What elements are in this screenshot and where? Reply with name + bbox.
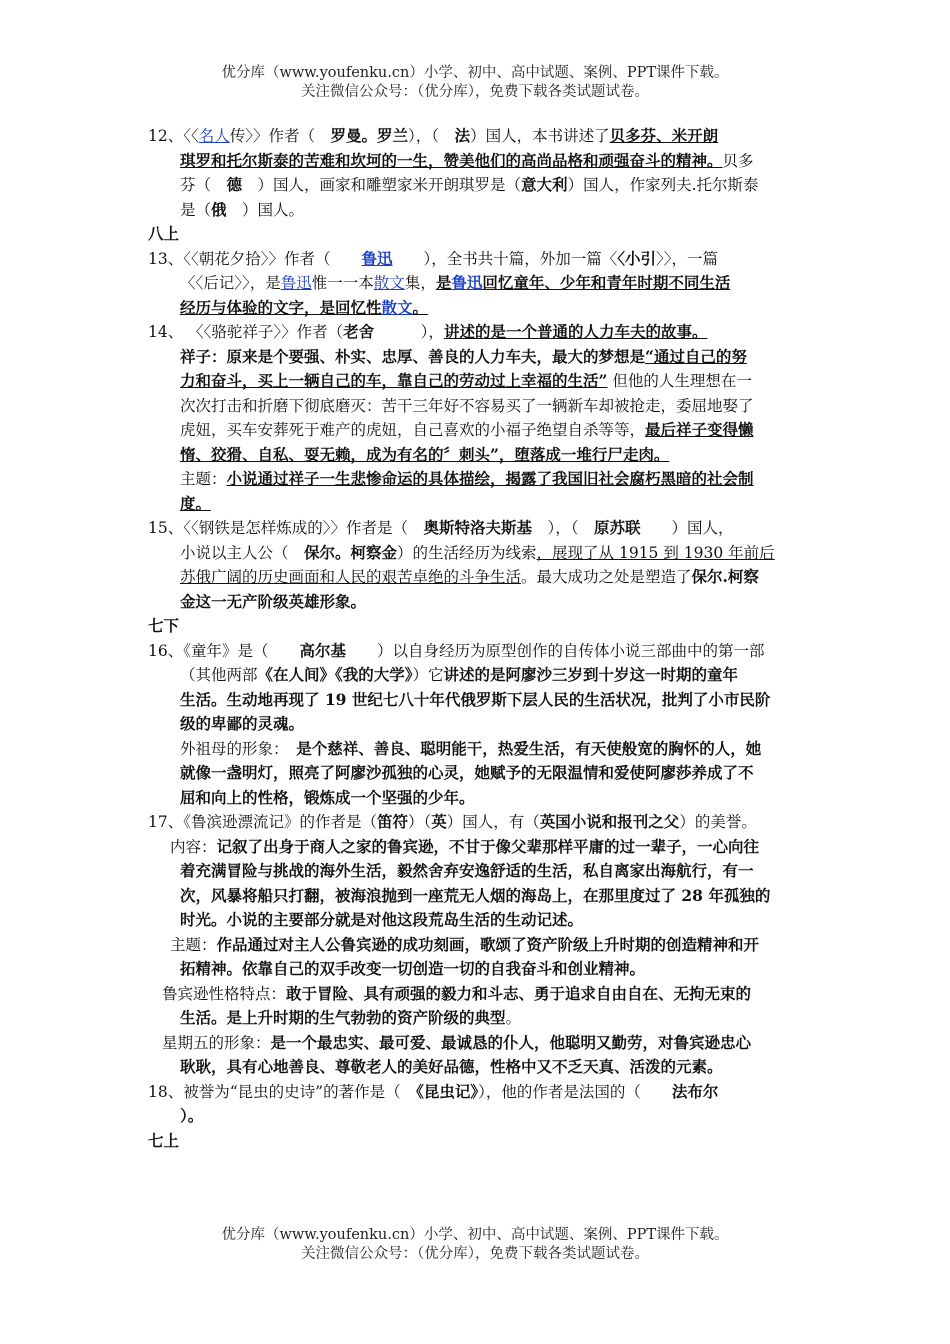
answer: 意大利: [521, 175, 568, 194]
link-lu-xun[interactable]: 鲁迅: [280, 274, 312, 292]
link-lu-xun[interactable]: 鲁迅: [361, 248, 393, 268]
question-18: [148, 1080, 816, 1129]
answer: 是: [435, 273, 452, 292]
answer: 惰、狡猾、自私、耍无赖，成为有名的〞刺头”，堕落成一堆行尸走肉。: [180, 444, 670, 464]
answer: 俄: [211, 199, 227, 219]
page-footer: [0, 1226, 950, 1264]
text: 16、《童年》是（: [148, 641, 300, 660]
answer: 讲述的是一个普通的人力车夫的故事。: [443, 322, 708, 341]
answer: 英国小说和报刊之父: [539, 812, 680, 831]
answer: 次，风暴将船只打翻，被海浪抛到一座荒无人烟的海岛上，在那里度过了 28 年孤独的: [180, 885, 771, 905]
text: ）国人。: [226, 200, 305, 219]
answer: 贝多芬、米开朗: [609, 126, 719, 145]
answer: 屈和向上的性格，锻炼成一个坚强的少年。: [180, 787, 475, 807]
answer: 作品通过对主人公鲁宾逊的成功刻画，歌颂了资产阶级上升时期的创造精神和开: [216, 934, 760, 954]
text: 13、〈〈朝花夕拾〉〉作者（: [148, 249, 362, 268]
answer: 罗曼。罗兰: [330, 126, 409, 145]
answer: 回忆童年、少年和青年时期不同生活: [482, 273, 731, 292]
text: ）以自身经历为原型创作的自传体小说三部曲中的第一部: [346, 641, 765, 660]
answer: 笛符: [376, 812, 408, 831]
text: ）国人，有（: [446, 813, 540, 831]
text: ）（: [408, 813, 432, 831]
answer: 原苏联: [594, 518, 641, 537]
text: 18、被誉为“昆虫的史诗”的著作是（: [148, 1082, 417, 1101]
answer: 讲述的是阿廖沙三岁到十岁这一时期的童年: [443, 665, 739, 684]
answer: 苏俄广阔的历史画面和人民的艰苦卓绝的斗争生活: [180, 568, 522, 586]
answer: 高尔基: [299, 640, 346, 660]
text: ）它: [412, 666, 444, 684]
answer: 德: [226, 175, 243, 194]
answer: 力和奋斗，买上一辆自己的车，靠自己的劳动过上幸福的生活”: [180, 371, 608, 390]
text: 〈〈后记〉〉，是: [180, 274, 281, 292]
text: 鲁宾逊性格特点：: [162, 984, 287, 1003]
text: 惟一一本: [311, 274, 374, 292]
answer: 记叙了出身于商人之家的鲁宾逊，不甘于像父辈那样平庸的过一辈子，一心向往: [216, 836, 760, 856]
answer: 生活。生动地再现了 19 世纪七八十年代俄罗斯下层人民的生活状况，批判了小市民阶: [180, 689, 771, 709]
text: 次次打击和折磨下彻底磨灭：苦干三年好不容易买了一辆新车却被抢走，委屈地娶了: [180, 396, 754, 415]
text: 17、《鲁滨逊漂流记》的作者是（: [148, 813, 377, 831]
answer: 敢于冒险、具有顽强的毅力和斗志、勇于追求自由自在、无拘无束的: [286, 983, 752, 1003]
text: 传〉〉作者（: [229, 127, 331, 145]
answer: 是一个最忠实、最可爱、最诚恳的仆人，他聪明又勤劳，对鲁宾逊忠心: [270, 1032, 752, 1052]
answer: 金这一无产阶级英雄形象。: [180, 591, 367, 611]
text: 14、 〈〈骆驼祥子〉〉作者（: [148, 323, 344, 341]
text: 主题：: [170, 935, 217, 954]
text: 。: [505, 1009, 522, 1027]
link-lu-xun[interactable]: 鲁迅: [451, 273, 483, 292]
question-16: [148, 639, 816, 811]
answer: 《昆虫记》: [416, 1081, 479, 1101]
answer: 度。: [180, 493, 212, 513]
answer: 琪罗和托尔斯泰的苦难和坎坷的一生，赞美他们的高尚品格和顽强奋斗的精神。: [180, 150, 723, 170]
answer: 着充满冒险与挑战的海外生活，毅然舍弃安逸舒适的生活，私自离家出海航行，有一: [180, 861, 754, 880]
text: 祥子：原来是个要强、朴实、忠厚、善良的人力车夫，最大的梦想是: [180, 346, 646, 366]
answer: 经历与体验的文字，是回忆性: [180, 297, 382, 317]
text: 12、〈〈: [148, 127, 199, 145]
header-line-1: 优分库（www.youfenku.cn）小学、初中、高中试题、案例、PPT课件下载。: [221, 65, 729, 81]
answer: 是个慈祥、善良、聪明能干，热爱生活，有天使般宽的胸怀的人，她: [296, 738, 762, 758]
text: ）。: [180, 1106, 204, 1125]
document-body: [148, 124, 816, 1153]
text: 集，: [404, 274, 436, 292]
answer: 拓精神。依靠自己的双手改变一切创造一切的自我奋斗和创业精神。: [180, 959, 646, 978]
text: ）国人，本书讲述了: [470, 127, 610, 145]
text: ）的生活经历为线索: [397, 543, 537, 562]
answer: 最后祥子变得懒: [645, 420, 754, 439]
text: 虎妞，买车安葬死于难产的虎妞，自己喜欢的小福子绝望自杀等等，: [180, 421, 646, 439]
section-heading-7a: 七上: [148, 1130, 180, 1150]
question-12: [148, 124, 816, 222]
link-prose[interactable]: 散文: [381, 297, 413, 317]
question-14: [148, 320, 816, 516]
answer: 法: [454, 126, 471, 145]
text: ），（: [532, 519, 595, 537]
text: 小说以主人公（: [180, 543, 305, 562]
text: 外祖母的形象：: [180, 739, 297, 758]
answer: 《在人间》《我的大学》: [257, 665, 413, 684]
question-15: [148, 516, 816, 614]
text: 15、〈〈钢铁是怎样炼成的〉〉作者是（: [148, 519, 424, 537]
footer-line-1: 优分库（www.youfenku.cn）小学、初中、高中试题、案例、PPT课件下载。: [221, 1227, 729, 1243]
text: 。最大成功之处是塑造了: [521, 568, 692, 586]
question-13: [148, 247, 816, 321]
link-famous-person[interactable]: 名人: [198, 127, 230, 145]
section-heading-8a: 八上: [148, 224, 180, 243]
answer: 耿耿，具有心地善良、尊敬老人的美好品德，性格中又不乏天真、活泼的元素。: [180, 1057, 723, 1076]
answer: 保尔.柯察: [691, 567, 759, 586]
answer: 奥斯特洛夫斯基: [423, 518, 532, 537]
answer: 时光。小说的主要部分就是对他这段荒岛生活的生动记述。: [180, 910, 584, 929]
answer: 小说通过祥子一生悲惨命运的具体描绘，揭露了我国旧社会腐朽黑暗的社会制: [226, 469, 754, 488]
answer: 级的卑鄙的灵魂。: [180, 714, 305, 733]
answer: 生活。是上升时期的生气勃勃的资产阶级的典型: [180, 1008, 506, 1027]
text: 但他的人生理想在一: [607, 372, 752, 390]
text: ）国人，作家列夫.托尔斯泰: [567, 176, 759, 194]
answer: 老舍: [343, 322, 375, 341]
text: 贝多: [722, 151, 754, 170]
answer: 。: [412, 297, 429, 317]
text: 主题：: [180, 470, 227, 488]
text: ）国人，: [640, 519, 734, 537]
text: 〉〉，一篇: [656, 249, 719, 268]
text: ），全书共十篇，外加一篇〈: [392, 249, 618, 268]
text: ）的美誉。: [679, 813, 757, 831]
question-17: [148, 810, 816, 1080]
section-heading-7b: 七下: [148, 616, 180, 635]
text: 是（: [180, 200, 212, 219]
answer: 就像一盏明灯，照亮了阿廖沙孤独的心灵，她赋予的无限温情和爱使阿廖莎养成了不: [180, 763, 754, 782]
header-line-2: 关注微信公众号：（优分库），免费下载各类试题试卷。: [301, 84, 649, 100]
text: 芬（: [180, 176, 227, 194]
answer: 英: [431, 812, 447, 831]
answer: ，展现了从 1915 到 1930 年前后: [536, 543, 775, 562]
text: 内容：: [170, 837, 217, 856]
answer: 〈小引: [617, 248, 657, 268]
text: ），他的作者是法国的（: [478, 1082, 672, 1101]
page-header: [0, 64, 950, 102]
link-prose[interactable]: 散文: [373, 274, 405, 292]
text: ），: [374, 323, 444, 341]
footer-line-2: 关注微信公众号：（优分库），免费下载各类试题试卷。: [301, 1246, 649, 1262]
answer: 保尔。柯察金: [304, 542, 398, 562]
text: ），（: [408, 127, 455, 145]
text: ）国人，画家和雕塑家米开朗琪罗是（: [242, 176, 522, 194]
answer: “通过自己的努: [645, 346, 747, 366]
text: （其他两部: [180, 666, 258, 684]
text: 星期五的形象：: [162, 1033, 271, 1052]
answer: 法布尔: [671, 1081, 719, 1101]
